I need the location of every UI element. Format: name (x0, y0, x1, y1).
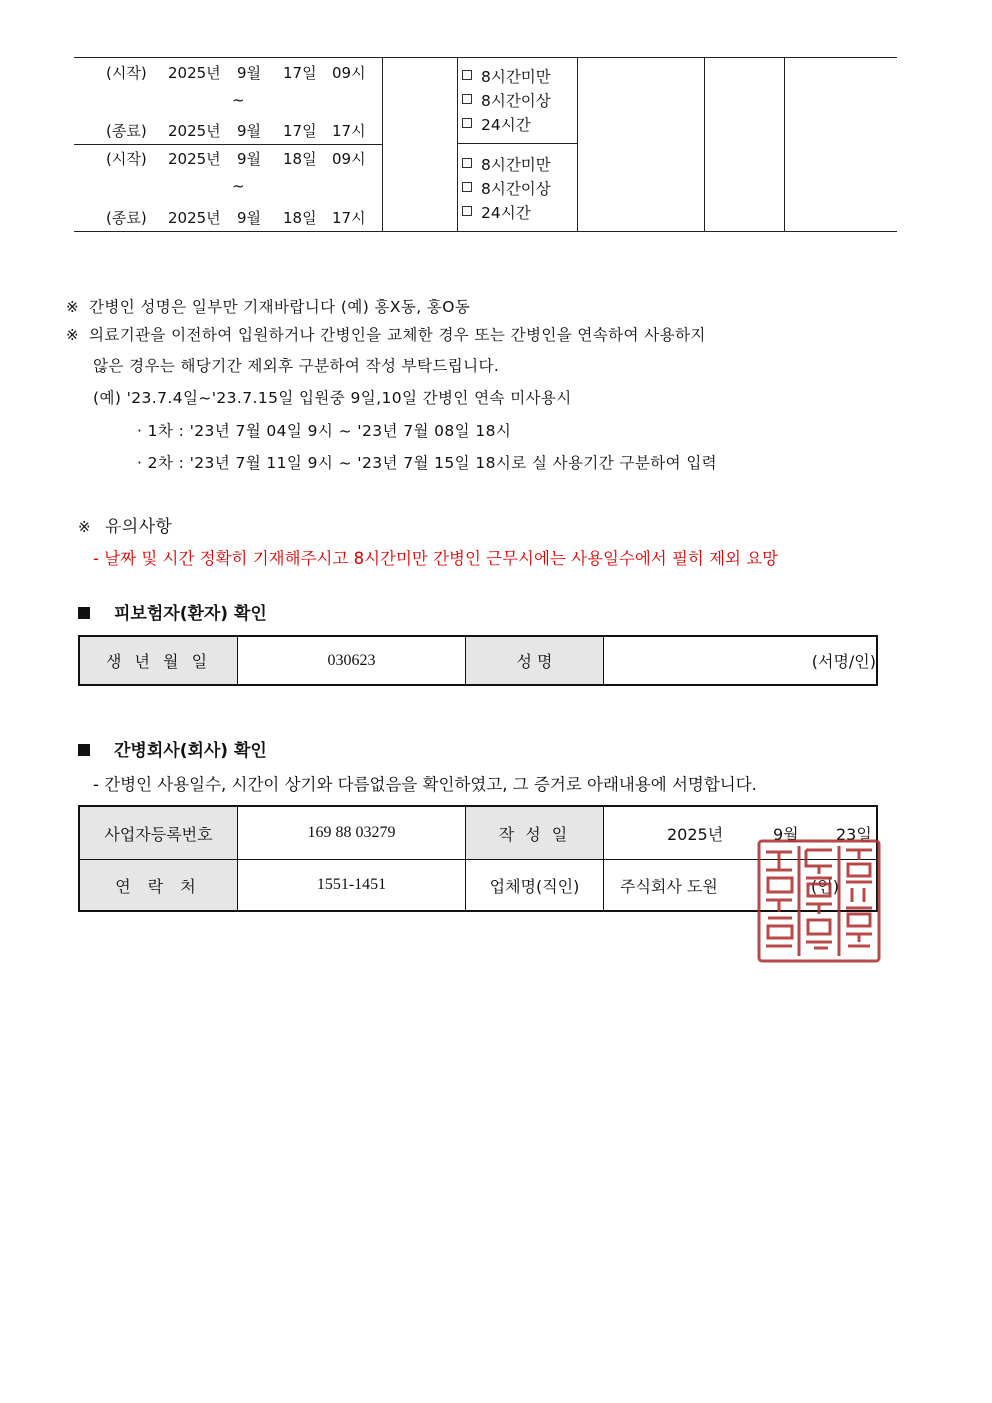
end-year: 2025년 (168, 209, 221, 227)
reg-value[interactable]: 169 88 03279 (307, 824, 396, 841)
contact-label: 연 락 처 (80, 860, 237, 910)
tilde: ~ (232, 91, 245, 109)
insured-section-title: 피보험자(환자) 확인 (78, 599, 267, 624)
date-label: 작 성 일 (466, 807, 603, 859)
tilde: ~ (232, 177, 245, 195)
start-year: 2025년 (168, 150, 221, 168)
option-over-8h[interactable]: 8시간이상 (462, 177, 551, 199)
end-year: 2025년 (168, 122, 221, 140)
option-24h[interactable]: 24시간 (462, 113, 531, 135)
reference-mark-icon: ※ (78, 518, 91, 536)
company-statement: - 간병인 사용일수, 시간이 상기와 다름없음을 확인하였고, 그 증거로 아래내용에 서명합니다. (93, 775, 757, 794)
end-label: (종료) (106, 122, 147, 140)
note-line-6: · 2차 : '23년 7월 11일 9시 ~ '23년 7월 15일 18시로 실 사용기간 구분하여 입력 (137, 454, 718, 472)
seal-mark: (인) (811, 876, 839, 896)
date-month: 9월 (773, 824, 799, 844)
note-line-4: (예) '23.7.4일~'23.7.15일 입원중 9일,10일 간병인 연속 미사용시 (93, 389, 572, 407)
name-label: 성 명 (466, 637, 603, 684)
note-line-2: ※ 의료기관을 이전하여 입원하거나 간병인을 교체한 경우 또는 간병인을 연속하여 사용하지 (66, 326, 706, 344)
end-day: 18일 (283, 209, 317, 227)
start-label: (시작) (106, 150, 147, 168)
date-day: 23일 (836, 824, 872, 844)
option-under-8h[interactable]: 8시간미만 (462, 153, 551, 175)
start-month: 9월 (237, 150, 262, 168)
contact-value[interactable]: 1551-1451 (316, 876, 387, 893)
birth-label: 생 년 월 일 (80, 637, 237, 684)
period-row-2 (74, 144, 382, 231)
company-label: 업체명(직인) (489, 876, 580, 896)
end-hour: 17시 (332, 122, 366, 140)
sign-label: (서명/인) (811, 652, 876, 671)
note-line-3: 않은 경우는 해당기간 제외후 구분하여 작성 부탁드립니다. (93, 357, 500, 375)
start-hour: 09시 (332, 150, 366, 168)
start-day: 18일 (283, 150, 317, 168)
note-line-1: ※ 간병인 성명은 일부만 기재바랍니다 (예) 홍X동, 홍O동 (66, 298, 471, 316)
option-under-8h[interactable]: 8시간미만 (462, 65, 551, 87)
square-bullet-icon (78, 744, 90, 756)
end-hour: 17시 (332, 209, 366, 227)
insured-table (78, 635, 878, 686)
start-month: 9월 (237, 64, 262, 82)
end-month: 9월 (237, 122, 262, 140)
start-hour: 09시 (332, 64, 366, 82)
end-day: 17일 (283, 122, 317, 140)
option-over-8h[interactable]: 8시간이상 (462, 89, 551, 111)
checkbox-icon (462, 70, 472, 80)
start-year: 2025년 (168, 64, 221, 82)
option-24h[interactable]: 24시간 (462, 201, 531, 223)
checkbox-icon (462, 182, 472, 192)
period-row-1 (74, 57, 382, 144)
company-section-title: 간병회사(회사) 확인 (78, 736, 267, 761)
checkbox-icon (462, 158, 472, 168)
reg-label: 사업자등록번호 (80, 807, 237, 859)
reference-mark-icon: ※ (66, 326, 79, 344)
checkbox-icon (462, 94, 472, 104)
caution-heading: ※ 유의사항 (78, 517, 173, 537)
reference-mark-icon: ※ (66, 298, 79, 316)
square-bullet-icon (78, 607, 90, 619)
note-line-5: · 1차 : '23년 7월 04일 9시 ~ '23년 7월 08일 18시 (137, 422, 512, 440)
caution-text: - 날짜 및 시간 정확히 기재해주시고 8시간미만 간병인 근무시에는 사용일수에서 필히 제외 요망 (93, 549, 779, 568)
checkbox-icon (462, 206, 472, 216)
birth-value[interactable]: 030623 (327, 651, 376, 669)
care-period-table (74, 57, 897, 232)
checkbox-icon (462, 118, 472, 128)
name-value[interactable] (604, 637, 876, 684)
company-name: 주식회사 도원 (620, 876, 718, 896)
end-month: 9월 (237, 209, 262, 227)
start-day: 17일 (283, 64, 317, 82)
company-seal-stamp (756, 838, 882, 964)
date-year: 2025년 (667, 824, 724, 844)
end-label: (종료) (106, 209, 147, 227)
start-label: (시작) (106, 64, 147, 82)
